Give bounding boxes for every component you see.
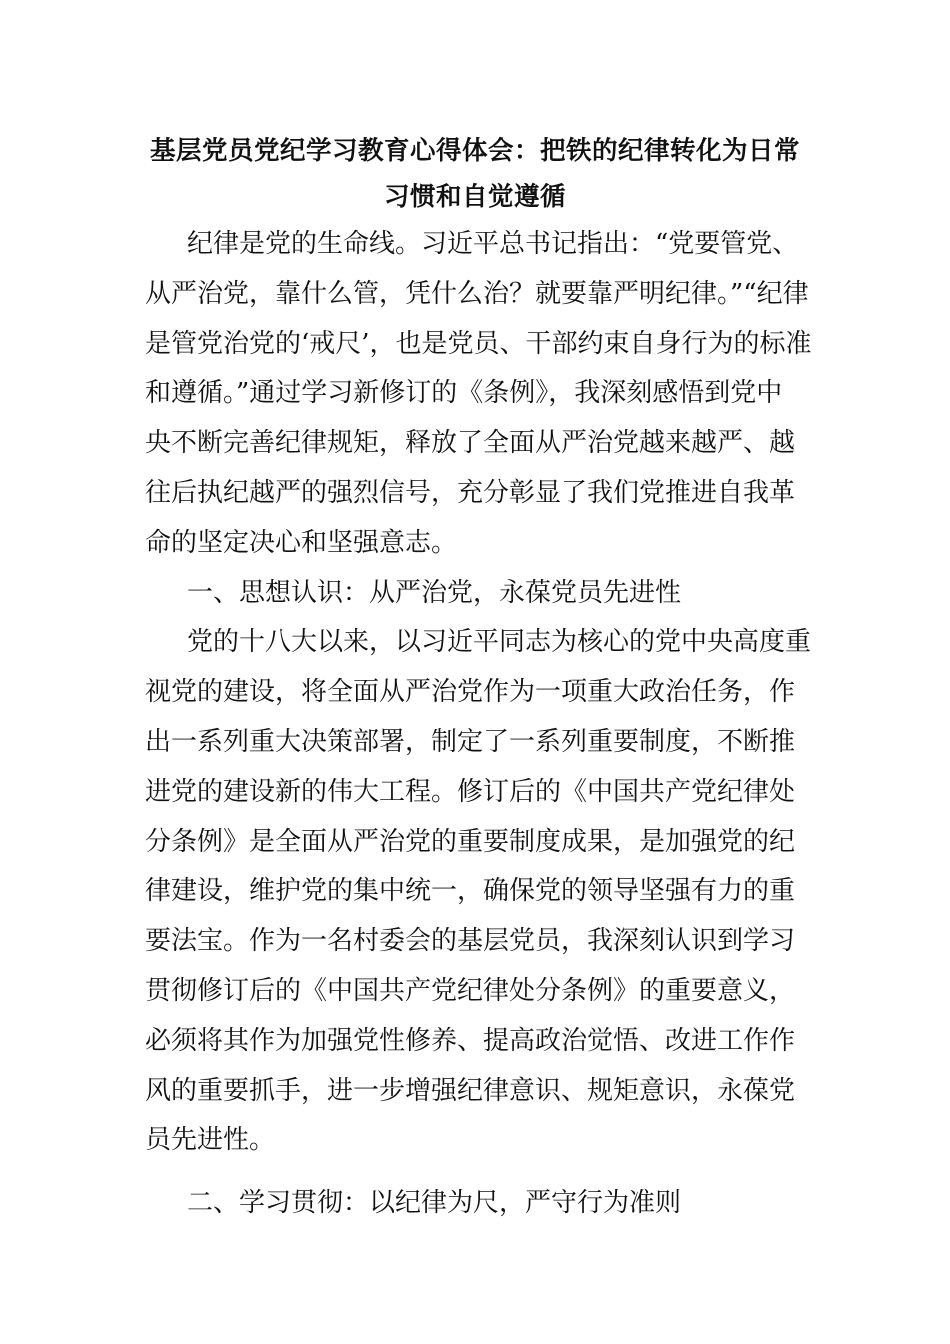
heading-line: 一、思想认识：从严治党，永葆党员先进性 [187,577,682,608]
text-line: 律建设，维护党的集中统一，确保党的领导坚强有力的重 [145,876,796,907]
text-line: 和遵循。”通过学习新修订的《条例》，我深刻感悟到党中 [145,378,783,409]
text-line: 员先进性。 [145,1125,276,1156]
text-line: 往后执纪越严的强烈信号，充分彰显了我们党推进自我革 [145,477,796,508]
section-heading-2 [145,1179,805,1229]
paragraph-section-1 [145,618,812,1166]
title-line: 基层党员党纪学习教育心得体会：把铁的纪律转化为日常 [149,136,800,166]
text-line: 党的十八大以来，以习近平同志为核心的党中央高度重 [187,627,812,658]
text-line: 贯彻修订后的《中国共产党纪律处分条例》的重要意义， [145,975,796,1006]
text-line: 命的坚定决心和坚强意志。 [145,527,458,558]
text-line: 是管党治党的‘戒尺’，也是党员、干部约束自身行为的标准 [145,328,812,359]
text-line: 出一系列重大决策部署，制定了一系列重要制度，不断推 [145,726,796,757]
paragraph-intro [145,220,812,569]
text-line: 从严治党，靠什么管，凭什么治？就要靠严明纪律。”“纪律 [145,278,809,309]
text-line: 央不断完善纪律规矩，释放了全面从严治党越来越严、越 [145,428,796,459]
document-title [145,128,805,220]
text-line: 风的重要抓手，进一步增强纪律意识、规矩意识，永葆党 [145,1075,796,1106]
text-line: 必须将其作为加强党性修养、提高政治觉悟、改进工作作 [145,1025,796,1056]
section-heading-1 [145,569,805,619]
text-line: 分条例》是全面从严治党的重要制度成果，是加强党的纪 [145,826,796,857]
title-line: 习惯和自觉遵循 [383,182,566,212]
text-line: 进党的建设新的伟大工程。修订后的《中国共产党纪律处 [145,776,796,807]
document-page [145,128,812,1229]
text-line: 视党的建设，将全面从严治党作为一项重大政治任务，作 [145,677,796,708]
text-line: 纪律是党的生命线。习近平总书记指出：“党要管党、 [187,229,799,259]
heading-line: 二、学习贯彻：以纪律为尺，严守行为准则 [187,1188,682,1219]
text-line: 要法宝。作为一名村委会的基层党员，我深刻认识到学习 [145,926,796,957]
